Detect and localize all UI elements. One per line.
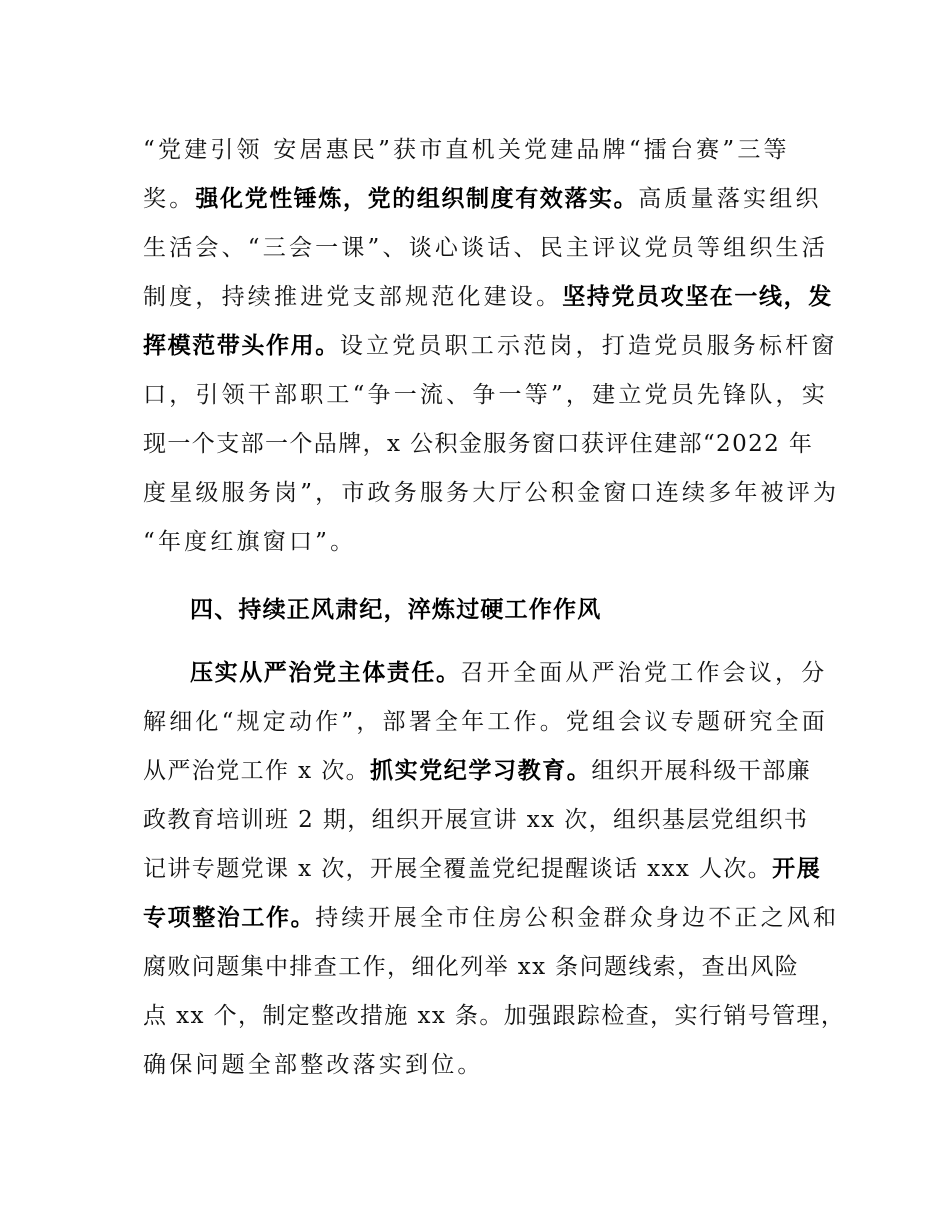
bold-phrase: 专项整治工作。 — [143, 905, 316, 931]
text-line: 记讲专题党课 x 次，开展全覆盖党纪提醒谈话 xxx 人次。开展 — [143, 856, 822, 882]
text-line: 制度，持续推进党支部规范化建设。坚持党员攻坚在一线，发 — [143, 284, 833, 310]
text-line: 口，引领干部职工“争一流、争一等”，建立党员先锋队，实 — [143, 382, 828, 408]
text-line: 奖。强化党性锤炼，党的组织制度有效落实。高质量落实组织 — [143, 186, 822, 212]
text-line: 腐败问题集中排查工作，细化列举 xx 条问题线索，查出风险 — [143, 954, 800, 980]
text-line: 从严治党工作 x 次。抓实党纪学习教育。组织开展科级干部廉 — [143, 758, 812, 784]
text-line: 挥模范带头作用。设立党员职工示范岗，打造党员服务标杆窗 — [143, 333, 838, 359]
bold-phrase: 开展 — [772, 856, 822, 882]
bold-phrase: 压实从严治党主体责任。 — [190, 660, 461, 686]
section-heading: 四、持续正风肃纪，淬炼过硬工作作风 — [190, 597, 602, 623]
bold-phrase: 强化党性锤炼，党的组织制度有效落实。 — [195, 186, 639, 212]
bold-phrase: 坚持党员攻坚在一线，发 — [562, 284, 833, 310]
text-line: 压实从严治党主体责任。召开全面从严治党工作会议，分 — [190, 660, 828, 686]
text-line: “党建引领 安居惠民”获市直机关党建品牌“擂台赛”三等 — [143, 137, 790, 163]
text-line: 确保问题全部整改落实到位。 — [143, 1052, 484, 1078]
bold-phrase: 挥模范带头作用。 — [143, 333, 340, 359]
text-line: 点 xx 个，制定整改措施 xx 条。加强跟踪检查，实行销号管理， — [143, 1003, 846, 1029]
text-line: 解细化“规定动作”，部署全年工作。党组会议专题研究全面 — [143, 709, 828, 735]
text-line: 度星级服务岗”，市政务服务大厅公积金窗口连续多年被评为 — [143, 480, 840, 506]
text-line: 政教育培训班 2 期，组织开展宣讲 xx 次，组织基层党组织书 — [143, 807, 809, 833]
text-line: “年度红旗窗口”。 — [143, 529, 357, 555]
bold-phrase: 抓实党纪学习教育。 — [370, 758, 592, 784]
text-line: 现一个支部一个品牌，x 公积金服务窗口获评住建部“2022 年 — [143, 431, 814, 457]
text-line: 专项整治工作。持续开展全市住房公积金群众身边不正之风和 — [143, 905, 840, 931]
text-line: 生活会、“三会一课”、谈心谈话、民主评议党员等组织生活 — [143, 235, 828, 261]
